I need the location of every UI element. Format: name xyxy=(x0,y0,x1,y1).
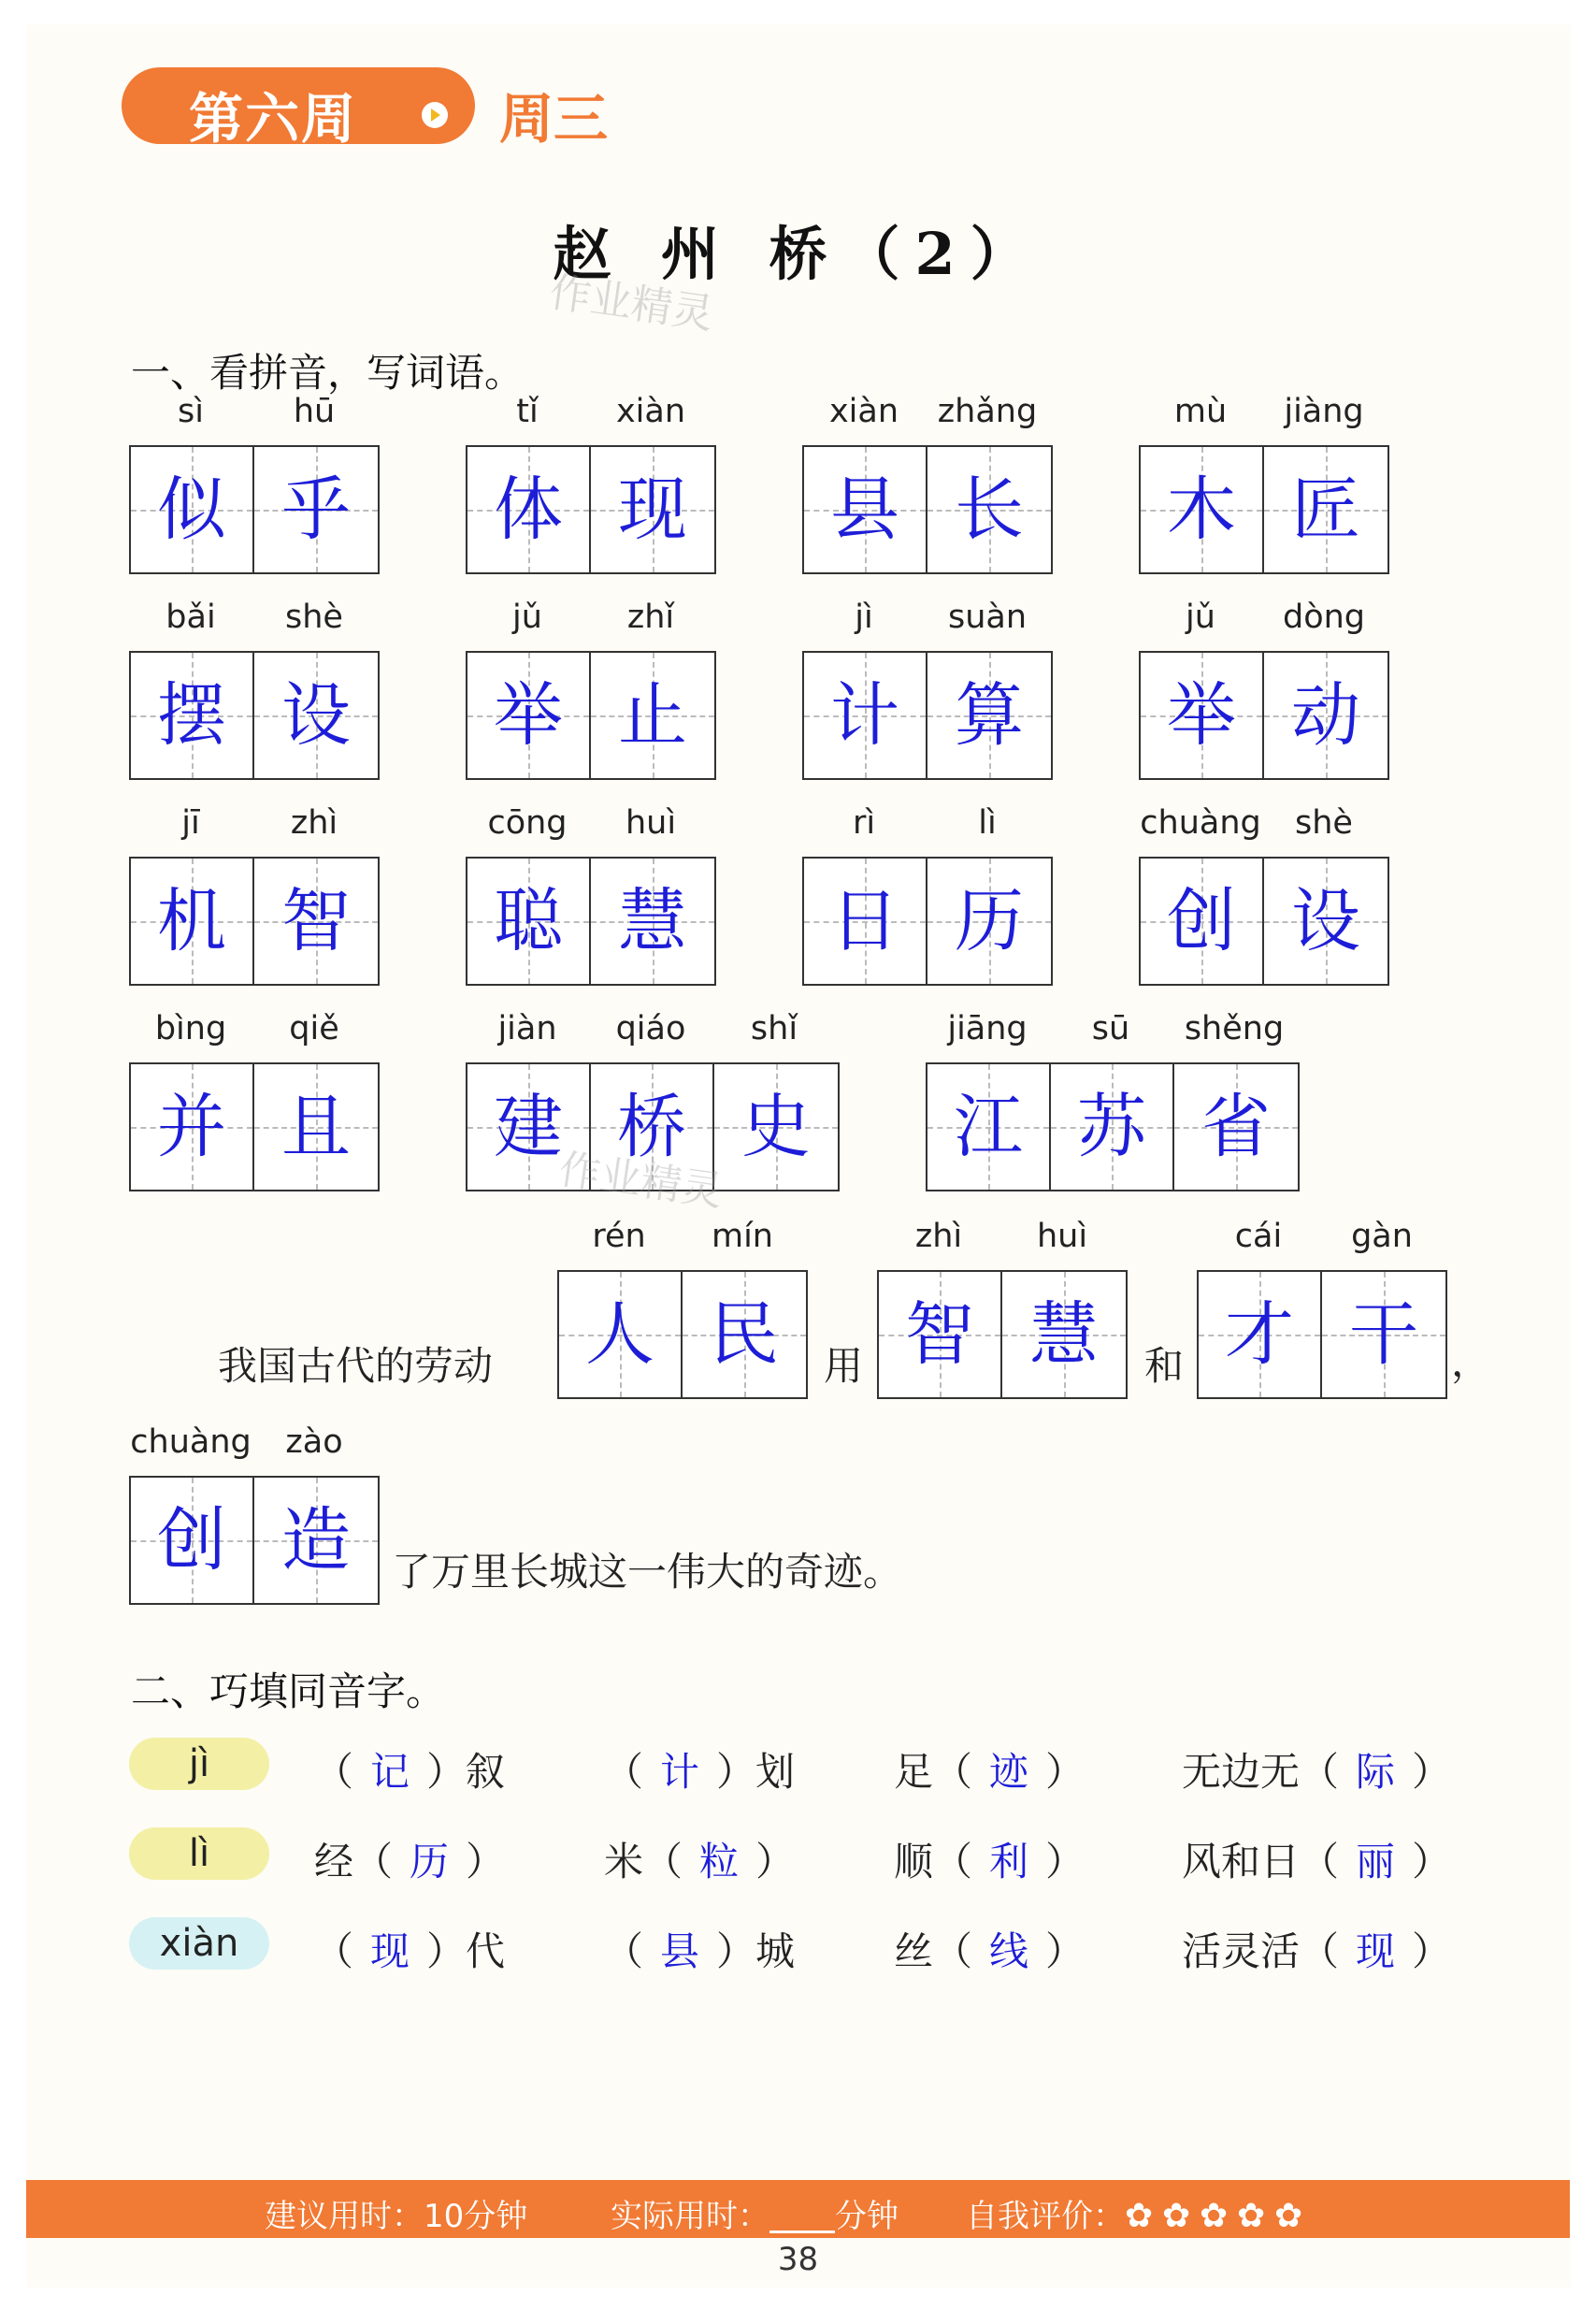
answer-character: 聪 xyxy=(494,881,563,961)
suggested-time: 建议用时：10分钟 xyxy=(265,2198,528,2235)
homophone-question xyxy=(604,1741,795,1797)
pinyin-syllable: cōng xyxy=(487,804,568,842)
tianzige-cell[interactable] xyxy=(927,447,1051,572)
pinyin-syllable: hū xyxy=(293,393,336,430)
tianzige-cell[interactable] xyxy=(1141,447,1264,572)
tianzige-cell[interactable] xyxy=(1264,447,1388,572)
writing-grid[interactable] xyxy=(466,1062,840,1191)
pinyin-syllable: xiàn xyxy=(828,393,899,430)
pinyin-syllable: shè xyxy=(285,599,343,636)
answer-character: 设 xyxy=(281,675,351,756)
tianzige-cell[interactable] xyxy=(254,859,378,984)
pinyin-row xyxy=(466,393,712,430)
writing-grid[interactable] xyxy=(1139,857,1389,986)
question-prefix: 活灵活（ xyxy=(1182,1928,1340,1974)
answer-character: 止 xyxy=(618,675,687,756)
tianzige-cell[interactable] xyxy=(467,859,591,984)
writing-grid[interactable] xyxy=(877,1270,1128,1399)
answer-character: 举 xyxy=(1167,675,1236,756)
answer-character[interactable]: 现 xyxy=(370,1928,410,1974)
homophone-question xyxy=(1182,1741,1451,1797)
pinyin-syllable: jì xyxy=(855,599,873,636)
tianzige-cell[interactable] xyxy=(467,653,591,778)
answer-character: 创 xyxy=(157,1500,226,1581)
question-suffix: ） xyxy=(466,1839,506,1884)
answer-character: 智 xyxy=(281,881,351,961)
question-prefix: 无边无（ xyxy=(1182,1749,1340,1795)
pinyin-row xyxy=(129,393,376,430)
word-item xyxy=(466,1010,840,1191)
word-item xyxy=(129,599,380,780)
tianzige-cell[interactable] xyxy=(254,653,378,778)
tianzige-cell[interactable] xyxy=(254,1064,378,1190)
pinyin-syllable: xiàn xyxy=(615,393,686,430)
rating-stars[interactable] xyxy=(1125,2198,1312,2235)
pinyin-syllable: tǐ xyxy=(516,393,539,430)
answer-character[interactable]: 县 xyxy=(660,1928,700,1974)
answer-character[interactable]: 迹 xyxy=(989,1749,1029,1795)
homophone-question xyxy=(1182,1921,1451,1977)
pinyin-syllable: zhǐ xyxy=(626,599,675,636)
writing-grid[interactable] xyxy=(802,445,1053,574)
answer-character: 慧 xyxy=(618,881,687,961)
answer-character: 苏 xyxy=(1077,1087,1146,1167)
word-item xyxy=(802,393,1053,574)
answer-character: 动 xyxy=(1291,675,1360,756)
homophone-question xyxy=(604,1831,795,1887)
question-suffix: ）城 xyxy=(716,1928,796,1974)
answer-character: 桥 xyxy=(617,1087,686,1167)
pinyin-syllable: jǔ xyxy=(1186,599,1215,636)
pinyin-syllable: sì xyxy=(178,393,204,430)
section-1-heading: 一、看拼音，写词语。 xyxy=(131,350,525,396)
writing-grid[interactable] xyxy=(129,857,380,986)
answer-character: 省 xyxy=(1201,1087,1271,1167)
tianzige-cell[interactable] xyxy=(804,447,927,572)
answer-character: 乎 xyxy=(281,469,351,550)
question-prefix: 顺（ xyxy=(894,1839,973,1884)
answer-character: 似 xyxy=(157,469,226,550)
pinyin-tag: xiàn xyxy=(129,1917,269,1970)
writing-grid[interactable] xyxy=(802,651,1053,780)
pinyin-syllable: chuàng xyxy=(130,1423,252,1461)
pinyin-syllable: jiàng xyxy=(1284,393,1364,430)
sentence-word-box xyxy=(557,1218,808,1399)
pinyin-row xyxy=(129,804,376,842)
actual-time-label: 实际用时： xyxy=(611,2198,769,2235)
answer-character: 才 xyxy=(1225,1294,1294,1375)
pinyin-row xyxy=(466,599,712,636)
pinyin-syllable: huì xyxy=(1036,1218,1088,1255)
answer-character: 设 xyxy=(1291,881,1360,961)
question-suffix: ） xyxy=(1412,1749,1452,1795)
answer-character: 机 xyxy=(157,881,226,961)
pinyin-syllable: huì xyxy=(625,804,677,842)
tianzige-cell[interactable] xyxy=(1141,653,1264,778)
answer-character: 现 xyxy=(618,469,687,550)
question-prefix: 风和日（ xyxy=(1182,1839,1340,1884)
answer-character: 智 xyxy=(905,1294,974,1375)
word-item xyxy=(1139,804,1389,986)
tianzige-cell[interactable] xyxy=(254,447,378,572)
answer-character: 县 xyxy=(830,469,899,550)
sentence-prefix: 我国古代的劳动 xyxy=(218,1343,494,1389)
flower-star-icon[interactable]: ✿ xyxy=(1274,2197,1303,2235)
pinyin-syllable: shè xyxy=(1295,804,1353,842)
sentence-word-he: 和 xyxy=(1144,1343,1185,1389)
pinyin-row xyxy=(129,599,376,636)
pinyin-row xyxy=(466,804,712,842)
answer-character: 造 xyxy=(281,1500,351,1581)
writing-grid[interactable] xyxy=(129,1062,380,1191)
pinyin-syllable: shǐ xyxy=(750,1010,798,1047)
question-suffix: ） xyxy=(1045,1749,1086,1795)
tianzige-cell[interactable] xyxy=(683,1272,806,1397)
pinyin-syllable: mín xyxy=(711,1218,773,1255)
writing-grid[interactable] xyxy=(466,651,716,780)
flower-star-icon[interactable]: ✿ xyxy=(1200,2197,1229,2235)
tianzige-cell[interactable] xyxy=(131,859,254,984)
tianzige-cell[interactable] xyxy=(254,1478,378,1603)
flower-star-icon[interactable]: ✿ xyxy=(1125,2197,1154,2235)
tianzige-cell[interactable] xyxy=(1002,1272,1126,1397)
pinyin-row xyxy=(557,1218,804,1255)
tianzige-cell[interactable] xyxy=(591,859,714,984)
sentence-word-yong: 用 xyxy=(824,1343,864,1389)
pinyin-syllable: cái xyxy=(1234,1218,1283,1255)
watermark-text: 作业精灵 xyxy=(546,267,717,339)
week-label: 第六周 xyxy=(189,87,358,151)
answer-character: 算 xyxy=(955,675,1024,756)
question-suffix: ） xyxy=(1045,1839,1086,1884)
pinyin-syllable: rì xyxy=(852,804,876,842)
word-item xyxy=(129,1010,380,1191)
pinyin-syllable: zhì xyxy=(914,1218,963,1255)
pinyin-row xyxy=(1197,1218,1444,1255)
writing-grid[interactable] xyxy=(129,1476,380,1605)
answer-character: 民 xyxy=(710,1294,779,1375)
homophone-question xyxy=(314,1741,505,1797)
pinyin-row xyxy=(802,599,1049,636)
writing-grid[interactable] xyxy=(129,445,380,574)
answer-character: 史 xyxy=(741,1087,811,1167)
answer-character[interactable]: 线 xyxy=(989,1928,1029,1974)
answer-character[interactable]: 历 xyxy=(410,1839,450,1884)
answer-character[interactable]: 粒 xyxy=(699,1839,740,1884)
answer-character: 干 xyxy=(1349,1294,1418,1375)
tianzige-cell[interactable] xyxy=(927,653,1051,778)
question-prefix: （ xyxy=(604,1928,644,1974)
pinyin-row xyxy=(1139,393,1386,430)
word-item xyxy=(802,599,1053,780)
watermark-text-2: 作业精灵 xyxy=(555,1145,726,1216)
pinyin-tag: lì xyxy=(129,1827,269,1880)
homophone-question xyxy=(1182,1831,1451,1887)
tianzige-cell[interactable] xyxy=(131,447,254,572)
pinyin-syllable: bìng xyxy=(154,1010,227,1047)
question-suffix: ） xyxy=(755,1839,796,1884)
question-prefix: 丝（ xyxy=(894,1928,973,1974)
word-item xyxy=(1139,599,1389,780)
writing-grid[interactable] xyxy=(1139,445,1389,574)
sentence-word-box xyxy=(129,1423,380,1605)
answer-character[interactable]: 计 xyxy=(660,1749,700,1795)
tianzige-cell[interactable] xyxy=(714,1064,838,1190)
pinyin-syllable: qiě xyxy=(289,1010,339,1047)
answer-character: 且 xyxy=(281,1087,351,1167)
actual-time-unit: 分钟 xyxy=(835,2198,899,2235)
self-eval-label: 自我评价： xyxy=(966,2198,1125,2235)
pinyin-syllable: mù xyxy=(1173,393,1228,430)
pinyin-row xyxy=(1139,599,1386,636)
pinyin-row xyxy=(802,393,1049,430)
answer-character: 并 xyxy=(157,1087,226,1167)
tianzige-cell[interactable] xyxy=(804,653,927,778)
writing-grid[interactable] xyxy=(1197,1270,1447,1399)
word-item xyxy=(466,599,716,780)
pinyin-row xyxy=(1139,804,1386,842)
word-item xyxy=(466,393,716,574)
tianzige-cell[interactable] xyxy=(591,653,714,778)
play-arrow-icon xyxy=(421,101,449,129)
self-evaluation xyxy=(966,2190,1312,2236)
word-item xyxy=(1139,393,1389,574)
homophone-question xyxy=(894,1921,1085,1977)
tianzige-cell[interactable] xyxy=(591,447,714,572)
answer-character: 体 xyxy=(494,469,563,550)
pinyin-row xyxy=(466,1010,836,1047)
page-number: 38 xyxy=(777,2241,819,2278)
writing-grid[interactable] xyxy=(557,1270,808,1399)
question-prefix: （ xyxy=(314,1928,354,1974)
tianzige-cell[interactable] xyxy=(804,859,927,984)
sentence-suffix: 了万里长城这一伟大的奇迹。 xyxy=(392,1549,903,1595)
word-item xyxy=(926,1010,1300,1191)
pinyin-syllable: jiàn xyxy=(497,1010,557,1047)
tianzige-cell[interactable] xyxy=(1264,653,1388,778)
writing-grid[interactable] xyxy=(802,857,1053,986)
answer-character: 慧 xyxy=(1029,1294,1099,1375)
pinyin-syllable: chuàng xyxy=(1140,804,1261,842)
question-prefix: 经（ xyxy=(314,1839,394,1884)
writing-grid[interactable] xyxy=(926,1062,1300,1191)
tianzige-cell[interactable] xyxy=(1264,859,1388,984)
writing-grid[interactable] xyxy=(466,445,716,574)
pinyin-syllable: shěng xyxy=(1184,1010,1285,1047)
tianzige-cell[interactable] xyxy=(927,1064,1051,1190)
question-suffix: ） xyxy=(1412,1928,1452,1974)
answer-character[interactable]: 现 xyxy=(1356,1928,1396,1974)
tianzige-cell[interactable] xyxy=(1199,1272,1322,1397)
question-suffix: ） xyxy=(1045,1928,1086,1974)
answer-character[interactable]: 利 xyxy=(989,1839,1029,1884)
pinyin-syllable: sū xyxy=(1091,1010,1130,1047)
pinyin-row xyxy=(802,804,1049,842)
pinyin-tag: jì xyxy=(129,1738,269,1790)
pinyin-syllable: zhǎng xyxy=(937,393,1038,430)
pinyin-syllable: gàn xyxy=(1351,1218,1413,1255)
question-prefix: 足（ xyxy=(894,1749,973,1795)
answer-character: 建 xyxy=(494,1087,563,1167)
question-prefix: （ xyxy=(604,1749,644,1795)
homophone-question xyxy=(894,1831,1085,1887)
word-item xyxy=(129,804,380,986)
answer-character: 匠 xyxy=(1291,469,1360,550)
answer-character: 创 xyxy=(1167,881,1236,961)
question-suffix: ）代 xyxy=(426,1928,506,1974)
pinyin-row xyxy=(129,1423,376,1461)
tianzige-cell[interactable] xyxy=(467,1064,591,1190)
question-prefix: （ xyxy=(314,1749,354,1795)
word-item xyxy=(802,804,1053,986)
tianzige-cell[interactable] xyxy=(131,1478,254,1603)
pinyin-syllable: suàn xyxy=(947,599,1028,636)
sentence-comma: ， xyxy=(1451,1339,1491,1385)
pinyin-row xyxy=(877,1218,1124,1255)
pinyin-syllable: bǎi xyxy=(165,599,216,636)
answer-character: 历 xyxy=(955,881,1024,961)
pinyin-syllable: dòng xyxy=(1282,599,1366,636)
homophone-question xyxy=(314,1921,505,1977)
writing-grid[interactable] xyxy=(1139,651,1389,780)
answer-character[interactable]: 丽 xyxy=(1356,1839,1396,1884)
answer-character[interactable]: 际 xyxy=(1356,1749,1396,1795)
tianzige-cell[interactable] xyxy=(559,1272,683,1397)
answer-character: 计 xyxy=(830,675,899,756)
section-2-heading: 二、巧填同音字。 xyxy=(131,1668,446,1714)
sentence-word-box xyxy=(877,1218,1128,1399)
pinyin-syllable: rén xyxy=(592,1218,646,1255)
question-suffix: ）划 xyxy=(716,1749,796,1795)
pinyin-syllable: zào xyxy=(285,1423,343,1461)
tianzige-cell[interactable] xyxy=(131,1064,254,1190)
writing-grid[interactable] xyxy=(466,857,716,986)
word-item xyxy=(129,393,380,574)
answer-character[interactable]: 记 xyxy=(370,1749,410,1795)
tianzige-cell[interactable] xyxy=(1174,1064,1298,1190)
tianzige-cell[interactable] xyxy=(879,1272,1002,1397)
sentence-word-box xyxy=(1197,1218,1447,1399)
pinyin-syllable: jī xyxy=(181,804,200,842)
flower-star-icon[interactable]: ✿ xyxy=(1237,2197,1266,2235)
word-item xyxy=(466,804,716,986)
answer-character: 日 xyxy=(830,881,899,961)
homophone-question xyxy=(314,1831,505,1887)
homophone-question xyxy=(604,1921,795,1977)
workbook-page xyxy=(26,24,1570,2288)
pinyin-syllable: jiāng xyxy=(947,1010,1028,1047)
tianzige-cell[interactable] xyxy=(1322,1272,1445,1397)
answer-character: 木 xyxy=(1167,469,1236,550)
day-label: 周三 xyxy=(499,87,609,151)
answer-character: 人 xyxy=(585,1294,654,1375)
answer-character: 举 xyxy=(494,675,563,756)
answer-character: 长 xyxy=(955,469,1024,550)
question-prefix: 米（ xyxy=(604,1839,683,1884)
pinyin-syllable: qiáo xyxy=(615,1010,686,1047)
answer-character: 摆 xyxy=(157,675,226,756)
lesson-title: 赵 州 桥（2） xyxy=(553,220,1043,288)
homophone-question xyxy=(894,1741,1085,1797)
pinyin-row xyxy=(926,1010,1296,1047)
writing-grid[interactable] xyxy=(129,651,380,780)
question-suffix: ）叙 xyxy=(426,1749,506,1795)
actual-time xyxy=(611,2190,899,2236)
question-suffix: ） xyxy=(1412,1839,1452,1884)
tianzige-cell[interactable] xyxy=(1141,859,1264,984)
tianzige-cell[interactable] xyxy=(1051,1064,1174,1190)
tianzige-cell[interactable] xyxy=(591,1064,714,1190)
pinyin-row xyxy=(129,1010,376,1047)
pinyin-syllable: jǔ xyxy=(512,599,542,636)
actual-time-blank[interactable] xyxy=(769,2202,835,2233)
answer-character: 江 xyxy=(954,1087,1023,1167)
tianzige-cell[interactable] xyxy=(467,447,591,572)
tianzige-cell[interactable] xyxy=(927,859,1051,984)
pinyin-syllable: zhì xyxy=(290,804,338,842)
flower-star-icon[interactable]: ✿ xyxy=(1162,2197,1191,2235)
tianzige-cell[interactable] xyxy=(131,653,254,778)
pinyin-syllable: lì xyxy=(978,804,997,842)
